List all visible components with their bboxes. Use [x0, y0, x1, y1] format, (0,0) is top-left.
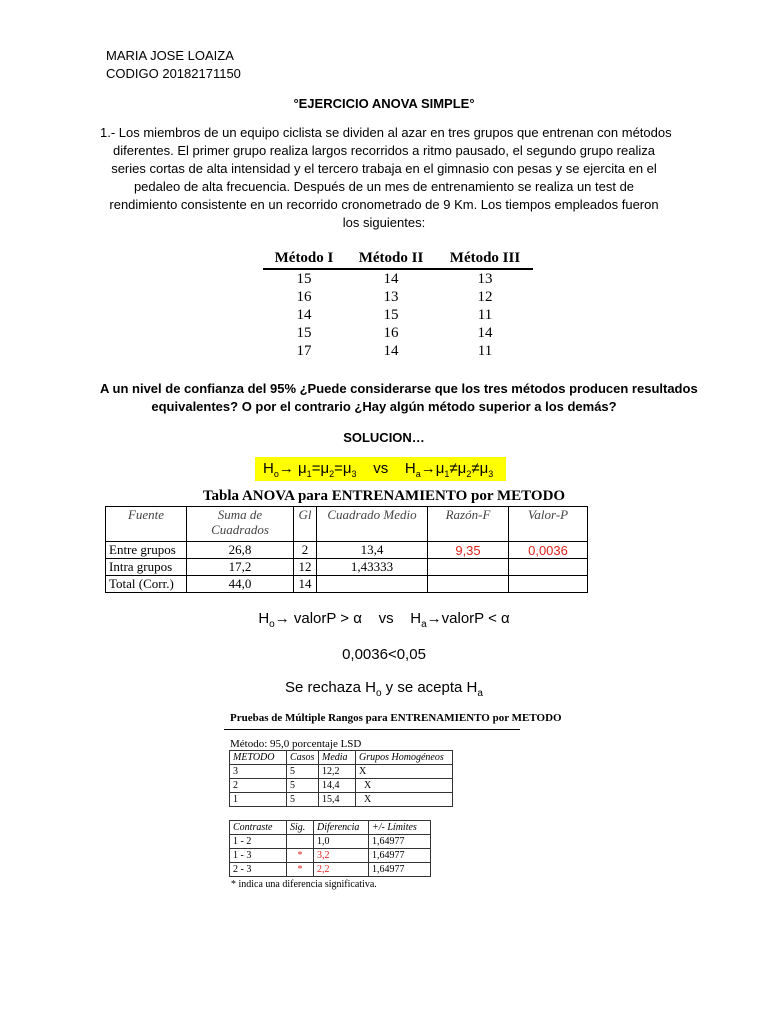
- table-cell: 14: [477, 324, 493, 341]
- conclusion-text: y se acepta H: [381, 679, 478, 696]
- table-row: [230, 793, 453, 807]
- column-header: Valor-P: [509, 507, 588, 542]
- table-row: [230, 835, 431, 849]
- problem-line: rendimiento consistente en un recorrido cronometrado de 9 Km. Los tiempos empleados fueron: [109, 197, 659, 212]
- significance-mark: *: [287, 863, 314, 877]
- p-value-comparison: 0,0036<0,05: [342, 646, 426, 663]
- ha-symbol: H: [404, 460, 416, 477]
- table-cell: 16: [383, 324, 399, 341]
- student-name: MARIA JOSE LOAIZA: [106, 48, 234, 63]
- table-cell: [428, 559, 509, 576]
- table-row: [263, 269, 533, 288]
- mu-subscript: 3: [351, 469, 357, 479]
- page-title: °EJERCICIO ANOVA SIMPLE°: [293, 96, 475, 111]
- table-cell: 3,2: [314, 849, 369, 863]
- problem-line: series cortas de alta intensidad y el tercero trabaja en el gimnasio con pesas y se ejercita en el: [111, 161, 657, 176]
- f-ratio-cell: 9,35: [428, 542, 509, 559]
- table-cell: Total (Corr.): [106, 576, 187, 593]
- p-value-cell: 0,0036: [509, 542, 588, 559]
- table-cell: 5: [287, 793, 319, 807]
- question: [100, 380, 698, 416]
- mu-subscript: 1: [306, 469, 312, 479]
- table-cell: 44,0: [187, 576, 294, 593]
- table-cell: 13,4: [317, 542, 428, 559]
- footnote: * indica una diferencia significativa.: [231, 879, 377, 890]
- table-cell: 15,4: [319, 793, 356, 807]
- column-header: Grupos Homogéneos: [356, 751, 453, 765]
- column-header: Casos: [287, 751, 319, 765]
- table-cell: 16: [296, 288, 312, 305]
- table-cell: 3: [230, 765, 287, 779]
- solution-label: [0, 430, 768, 445]
- table-cell: 17: [296, 342, 312, 359]
- mu-subscript: 3: [488, 469, 494, 479]
- column-header: +/- Límites: [369, 821, 431, 835]
- table-cell: 2 - 3: [230, 863, 287, 877]
- table-cell: 5: [287, 779, 319, 793]
- table-cell: 12: [294, 559, 317, 576]
- table-cell: 14: [383, 342, 399, 359]
- column-header: Sig.: [287, 821, 314, 835]
- contrast-table: [229, 820, 431, 877]
- h0-subscript: o: [375, 688, 382, 699]
- conclusion-text: Se rechaza H: [285, 679, 376, 696]
- table-row: [230, 849, 431, 863]
- column-header: Suma de Cuadrados: [187, 507, 294, 542]
- table-cell: 1,64977: [369, 849, 431, 863]
- table-cell: 13: [477, 270, 493, 287]
- table-cell: 1 - 2: [230, 835, 287, 849]
- column-header: Método I: [263, 248, 345, 269]
- table-cell: 12: [477, 288, 493, 305]
- table-row: [106, 576, 588, 593]
- significance-mark: *: [287, 849, 314, 863]
- table-cell: X: [356, 765, 453, 779]
- table-cell: 14: [296, 306, 312, 323]
- column-header: Media: [319, 751, 356, 765]
- table-cell: 15: [296, 270, 312, 287]
- table-cell: 2: [230, 779, 287, 793]
- table-row: [106, 542, 588, 559]
- question-line: equivalentes? O por el contrario ¿Hay algún método superior a los demás?: [151, 399, 617, 414]
- multiple-ranges-title: Pruebas de Múltiple Rangos para ENTRENAMIENTO por METODO: [230, 712, 562, 724]
- not-equal-sign: ≠: [449, 460, 458, 477]
- table-row: [230, 779, 453, 793]
- table-cell: X: [356, 793, 453, 807]
- column-header: Cuadrado Medio: [317, 507, 428, 542]
- table-cell: Entre grupos: [106, 542, 187, 559]
- table-cell: [428, 576, 509, 593]
- question-line: A un nivel de confianza del 95% ¿Puede considerarse que los tres métodos producen resultados: [100, 381, 698, 396]
- table-cell: 13: [383, 288, 399, 305]
- h0-symbol: H: [258, 610, 270, 627]
- column-header: Fuente: [106, 507, 187, 542]
- hypothesis-statement: $H_o\to \mu_1=\mu_2=\mu_3$ vs $H_a\to\mu_1\ne\mu_2\ne\mu_3$: [255, 457, 506, 481]
- anova-table: [105, 506, 588, 593]
- column-header: METODO: [230, 751, 287, 765]
- h0-symbol: H: [263, 460, 274, 477]
- table-cell: 2: [294, 542, 317, 559]
- table-cell: 26,8: [187, 542, 294, 559]
- mu-subscript: 1: [444, 469, 450, 479]
- conclusion: [0, 679, 768, 699]
- column-header: Gl: [294, 507, 317, 542]
- table-row: [263, 342, 533, 360]
- ha-subscript: a: [421, 619, 427, 630]
- table-cell: 1,64977: [369, 835, 431, 849]
- table-cell: Intra grupos: [106, 559, 187, 576]
- table-cell: [509, 559, 588, 576]
- problem-line: diferentes. El primer grupo realiza largos recorridos a ritmo pausado, el segundo grupo realiza: [113, 143, 655, 158]
- table-cell: 11: [477, 342, 493, 359]
- table-cell: 14,4: [319, 779, 356, 793]
- ha-symbol: H: [410, 610, 422, 627]
- mu-subscript: 2: [466, 469, 472, 479]
- table-cell: 14: [294, 576, 317, 593]
- table-cell: [509, 576, 588, 593]
- student-code: CODIGO 20182171150: [106, 66, 241, 81]
- column-header: Diferencia: [314, 821, 369, 835]
- table-cell: 17,2: [187, 559, 294, 576]
- ha-arrow: →μ: [420, 460, 445, 477]
- column-header: Método III: [437, 248, 533, 269]
- table-cell: X: [356, 779, 453, 793]
- vs-label: vs: [373, 460, 389, 477]
- ha-subscript: a: [477, 688, 483, 699]
- column-header: Método II: [345, 248, 437, 269]
- h0-arrow: → μ: [278, 460, 307, 477]
- table-cell: 1 - 3: [230, 849, 287, 863]
- table-row: [230, 765, 453, 779]
- table-cell: 14: [383, 270, 399, 287]
- column-header: Contraste: [230, 821, 287, 835]
- table-cell: [317, 576, 428, 593]
- table-row: [263, 324, 533, 342]
- problem-line: los siguientes:: [342, 215, 426, 230]
- not-equal-sign: ≠: [471, 460, 480, 477]
- ha-rule: →valorP < α: [426, 610, 510, 627]
- column-header: Razón-F: [428, 507, 509, 542]
- problem-line: pedaleo de alta frecuencia. Después de un mes de entrenamiento se realiza un test de: [133, 179, 635, 194]
- table-cell: 12,2: [319, 765, 356, 779]
- mu-subscript: 2: [329, 469, 335, 479]
- table-cell: 11: [477, 306, 493, 323]
- table-cell: 2,2: [314, 863, 369, 877]
- equals-sign: =: [311, 460, 321, 477]
- anova-title: Tabla ANOVA para ENTRENAMIENTO por METODO: [202, 488, 566, 504]
- table-row: [230, 863, 431, 877]
- h0-rule: → valorP > α: [274, 610, 362, 627]
- table-cell: 1,0: [314, 835, 369, 849]
- equals-sign: =: [334, 460, 343, 477]
- table-row: [263, 306, 533, 324]
- table-row: [263, 288, 533, 306]
- divider: [224, 729, 520, 730]
- h0-subscript: o: [269, 619, 275, 630]
- homogeneous-groups-table: [229, 750, 453, 807]
- methods-table: [263, 248, 533, 360]
- h0-subscript: o: [273, 469, 279, 479]
- decision-rule: [0, 610, 768, 630]
- table-cell: 1: [230, 793, 287, 807]
- problem-line: 1.- Los miembros de un equipo ciclista se dividen al azar en tres grupos que entrenan con métodos: [100, 125, 672, 140]
- ha-subscript: a: [415, 469, 421, 479]
- table-cell: 15: [383, 306, 399, 323]
- multiple-ranges-method: Método: 95,0 porcentaje LSD: [230, 738, 362, 750]
- vs-label: vs: [378, 610, 394, 627]
- table-row: [106, 559, 588, 576]
- solution-label-text: SOLUCION…: [343, 430, 425, 445]
- table-cell: 1,64977: [369, 863, 431, 877]
- problem-statement: [100, 124, 672, 232]
- table-cell: 1,43333: [317, 559, 428, 576]
- table-cell: 5: [287, 765, 319, 779]
- table-cell: [287, 835, 314, 849]
- table-cell: 15: [296, 324, 312, 341]
